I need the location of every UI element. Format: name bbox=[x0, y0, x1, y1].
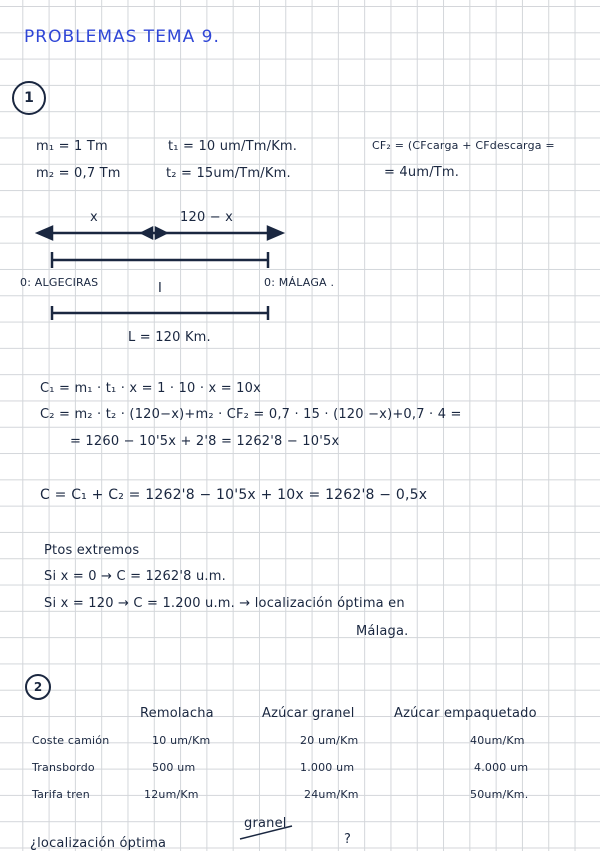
mid-arrowhead-right bbox=[156, 228, 166, 238]
cell-tren-remolacha: 12um/Km bbox=[144, 788, 199, 801]
origin-label: 0: ALGECIRAS bbox=[20, 276, 99, 289]
segment-rest-label: 120 − x bbox=[180, 210, 234, 225]
cell-camion-empaquetado: 40um/Km bbox=[470, 734, 525, 747]
header-azucar-granel: Azúcar granel bbox=[262, 706, 355, 721]
segment-x-label: x bbox=[90, 210, 98, 225]
row-label-tarifa-tren: Tarifa tren bbox=[32, 788, 90, 801]
question-mark: ? bbox=[344, 832, 352, 847]
row-label-transbordo: Transbordo bbox=[32, 761, 95, 774]
extreme-case-1: Si x = 0 → C = 1262'8 u.m. bbox=[44, 569, 226, 584]
destination-label: 0: MÁLAGA . bbox=[264, 276, 335, 289]
distance-label: L = 120 Km. bbox=[128, 330, 211, 345]
equation-total: C = C₁ + C₂ = 1262'8 − 10'5x + 10x = 1262'8 − 0,5x bbox=[40, 487, 428, 503]
extremes-heading: Ptos extremos bbox=[44, 543, 140, 558]
rate-2: t₂ = 15um/Tm/Km. bbox=[166, 166, 291, 181]
question-optimal-location: ¿localización óptima bbox=[30, 836, 167, 851]
equation-c2: C₂ = m₂ · t₂ · (120−x)+m₂ · CF₂ = 0,7 · 15 · (120 −x)+0,7 · 4 = bbox=[40, 407, 462, 422]
extreme-case-2: Si x = 120 → C = 1.200 u.m. → localización óptima en bbox=[44, 596, 405, 611]
cell-camion-remolacha: 10 um/Km bbox=[152, 734, 211, 747]
row-label-coste-camion: Coste camión bbox=[32, 734, 110, 747]
header-azucar-empaquetado: Azúcar empaquetado bbox=[394, 706, 537, 721]
problem-number-2: 2 bbox=[25, 674, 51, 700]
extreme-conclusion: Málaga. bbox=[356, 624, 409, 639]
equation-c2-result: = 1260 − 10'5x + 2'8 = 1262'8 − 10'5x bbox=[70, 434, 340, 449]
midpoint-mark: I bbox=[158, 281, 163, 296]
fixed-cost-value: = 4um/Tm. bbox=[384, 165, 460, 180]
cell-transbordo-remolacha: 500 um bbox=[152, 761, 196, 774]
problem-number-1: 1 bbox=[12, 81, 46, 115]
mass-1: m₁ = 1 Tm bbox=[36, 139, 108, 154]
page-title: PROBLEMAS TEMA 9. bbox=[24, 27, 220, 47]
fixed-cost-formula: CF₂ = (CFcarga + CFdescarga = bbox=[372, 139, 555, 152]
header-remolacha: Remolacha bbox=[140, 706, 214, 721]
question-granel: granel bbox=[244, 816, 287, 831]
left-arrowhead bbox=[38, 227, 52, 239]
right-arrowhead bbox=[268, 227, 282, 239]
cell-tren-granel: 24um/Km bbox=[304, 788, 359, 801]
mid-arrowhead-left bbox=[142, 228, 152, 238]
rate-1: t₁ = 10 um/Tm/Km. bbox=[168, 139, 298, 154]
cell-transbordo-granel: 1.000 um bbox=[300, 761, 355, 774]
mass-2: m₂ = 0,7 Tm bbox=[36, 166, 121, 181]
cell-transbordo-empaquetado: 4.000 um bbox=[474, 761, 529, 774]
equation-c1: C₁ = m₁ · t₁ · x = 1 · 10 · x = 10x bbox=[40, 381, 261, 396]
cell-camion-granel: 20 um/Km bbox=[300, 734, 359, 747]
cell-tren-empaquetado: 50um/Km. bbox=[470, 788, 529, 801]
